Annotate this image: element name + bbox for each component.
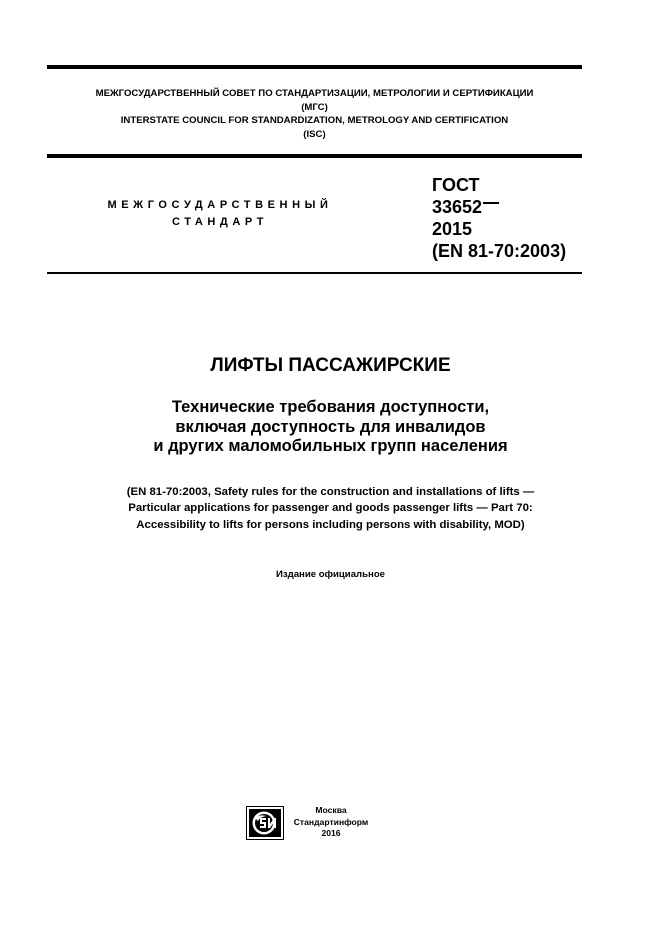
english-title-line1: (EN 81-70:2003, Safety rules for the construction and installations of lifts — bbox=[126, 486, 535, 498]
council-abbr-en: (ISC) bbox=[303, 128, 326, 140]
document-subtitle bbox=[0, 398, 661, 457]
subtitle-line3: и других маломобильных групп населения bbox=[153, 437, 508, 455]
council-abbr-ru: (МГС) bbox=[301, 101, 328, 113]
designation-number: 33652 bbox=[432, 197, 483, 217]
english-title-line3: Accessibility to lifts for persons including persons with disability, MOD) bbox=[136, 518, 525, 531]
publisher-block bbox=[290, 805, 372, 840]
council-name-ru bbox=[47, 87, 582, 114]
standard-type-line1: МЕЖГОСУДАРСТВЕННЫЙ bbox=[107, 199, 333, 211]
council-name-en-line1: INTERSTATE COUNCIL FOR STANDARDIZATION, METROLOGY AND CERTIFICATION bbox=[120, 115, 509, 126]
standard-designation bbox=[432, 174, 566, 262]
designation-prefix: ГОСТ bbox=[432, 175, 480, 195]
middle-border-rule bbox=[47, 154, 582, 158]
english-title-line2: Particular applications for passenger and goods passenger lifts — Part 70: bbox=[128, 502, 533, 515]
publisher-name: Стандартинформ bbox=[293, 816, 369, 827]
subtitle-line2: включая доступность для инвалидов bbox=[175, 417, 486, 436]
designation-dash bbox=[483, 202, 499, 204]
standard-type-label bbox=[70, 197, 370, 231]
standartinform-logo-icon bbox=[246, 806, 284, 840]
subtitle-line1: Технические требования доступности, bbox=[171, 398, 490, 416]
designation-number-row bbox=[432, 196, 566, 218]
edition-label: Издание официальное bbox=[275, 569, 386, 580]
publisher-city: Москва bbox=[315, 805, 347, 815]
document-title: ЛИФТЫ ПАССАЖИРСКИЕ bbox=[210, 355, 451, 376]
english-title bbox=[0, 484, 661, 533]
standard-type-line2: СТАНДАРТ bbox=[171, 216, 269, 228]
council-name-ru-line1: МЕЖГОСУДАРСТВЕННЫЙ СОВЕТ ПО СТАНДАРТИЗАЦИИ, МЕТРОЛОГИИ И СЕРТИФИКАЦИИ bbox=[95, 88, 534, 99]
lower-border-rule bbox=[47, 272, 582, 274]
designation-year: 2015 bbox=[432, 219, 473, 239]
top-border-rule bbox=[47, 65, 582, 69]
council-name-en bbox=[47, 114, 582, 141]
publisher-year: 2016 bbox=[321, 828, 341, 838]
designation-equivalent: (EN 81-70:2003) bbox=[432, 241, 567, 261]
